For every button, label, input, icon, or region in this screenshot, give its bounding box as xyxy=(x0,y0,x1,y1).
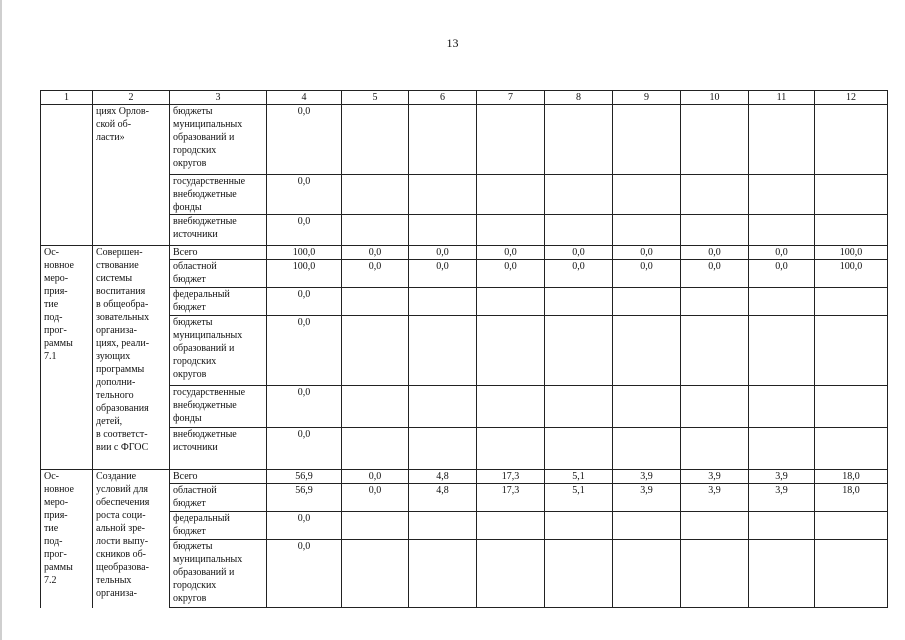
value-cell: 0,0 xyxy=(409,260,477,288)
value-cell xyxy=(545,428,613,470)
value-cell: 0,0 xyxy=(477,260,545,288)
value-cell: 0,0 xyxy=(749,246,815,260)
table-row xyxy=(41,105,888,175)
value-cell xyxy=(613,512,681,540)
value-cell xyxy=(749,540,815,608)
value-cell xyxy=(545,512,613,540)
value-cell: 0,0 xyxy=(342,246,409,260)
value-cell: 0,0 xyxy=(749,260,815,288)
funding-source-cell: Всего xyxy=(170,470,267,484)
measure-name-cell: Совершен- ствование системы воспитания в общеобра- зовательных организа- циях, реали- зующих программы дополни- тельного образования детей, в соответст- вии с ФГОС xyxy=(93,246,170,470)
value-cell xyxy=(815,386,888,428)
table-row xyxy=(41,470,888,484)
value-cell xyxy=(342,288,409,316)
value-cell: 3,9 xyxy=(681,470,749,484)
value-cell xyxy=(815,175,888,215)
value-cell: 0,0 xyxy=(342,260,409,288)
value-cell xyxy=(815,316,888,386)
measure-name-cell: циях Орлов- ской об- ласти» xyxy=(93,105,170,246)
value-cell xyxy=(342,512,409,540)
value-cell xyxy=(815,512,888,540)
value-cell: 0,0 xyxy=(267,316,342,386)
budget-table xyxy=(40,90,888,608)
value-cell: 0,0 xyxy=(342,470,409,484)
table-header-row xyxy=(41,91,888,105)
value-cell xyxy=(342,105,409,175)
value-cell xyxy=(749,512,815,540)
value-cell xyxy=(545,386,613,428)
column-header: 5 xyxy=(342,91,409,105)
status-cell: Ос- новное меро- прия- тие под- прог- раммы 7.2 xyxy=(41,470,93,608)
funding-source-cell: внебюджетные источники xyxy=(170,428,267,470)
funding-source-cell: федеральный бюджет xyxy=(170,288,267,316)
value-cell xyxy=(681,288,749,316)
value-cell xyxy=(613,215,681,246)
value-cell xyxy=(749,316,815,386)
value-cell xyxy=(613,428,681,470)
value-cell: 100,0 xyxy=(815,260,888,288)
value-cell xyxy=(342,386,409,428)
value-cell xyxy=(681,512,749,540)
value-cell xyxy=(545,540,613,608)
status-cell: Ос- новное меро- прия- тие под- прог- раммы 7.1 xyxy=(41,246,93,470)
value-cell xyxy=(545,316,613,386)
value-cell: 17,3 xyxy=(477,484,545,512)
value-cell xyxy=(409,512,477,540)
value-cell xyxy=(409,288,477,316)
value-cell xyxy=(477,512,545,540)
value-cell: 0,0 xyxy=(545,246,613,260)
value-cell: 0,0 xyxy=(267,105,342,175)
funding-source-cell: федеральный бюджет xyxy=(170,512,267,540)
value-cell xyxy=(815,215,888,246)
value-cell xyxy=(681,105,749,175)
value-cell: 0,0 xyxy=(681,260,749,288)
value-cell: 3,9 xyxy=(681,484,749,512)
value-cell: 3,9 xyxy=(613,484,681,512)
value-cell: 0,0 xyxy=(613,260,681,288)
value-cell xyxy=(342,215,409,246)
value-cell xyxy=(613,288,681,316)
value-cell xyxy=(477,540,545,608)
value-cell: 4,8 xyxy=(409,470,477,484)
funding-source-cell: Всего xyxy=(170,246,267,260)
value-cell xyxy=(613,540,681,608)
value-cell: 5,1 xyxy=(545,470,613,484)
funding-source-cell: бюджеты муниципальных образований и городских округов xyxy=(170,105,267,175)
value-cell xyxy=(545,215,613,246)
value-cell: 5,1 xyxy=(545,484,613,512)
value-cell xyxy=(681,540,749,608)
table-row xyxy=(41,246,888,260)
column-header: 6 xyxy=(409,91,477,105)
value-cell xyxy=(613,316,681,386)
value-cell xyxy=(409,428,477,470)
value-cell xyxy=(815,540,888,608)
value-cell xyxy=(477,428,545,470)
funding-source-cell: государственные внебюджетные фонды xyxy=(170,386,267,428)
measure-name-cell: Создание условий для обеспечения роста соци- альной зре- лости выпу- скников об- щеобразова- тельных организа- xyxy=(93,470,170,608)
value-cell xyxy=(815,288,888,316)
value-cell xyxy=(749,105,815,175)
value-cell xyxy=(749,215,815,246)
value-cell xyxy=(815,428,888,470)
column-header: 8 xyxy=(545,91,613,105)
value-cell xyxy=(477,386,545,428)
value-cell xyxy=(681,316,749,386)
value-cell xyxy=(409,540,477,608)
column-header: 12 xyxy=(815,91,888,105)
value-cell xyxy=(681,175,749,215)
value-cell xyxy=(477,175,545,215)
status-cell xyxy=(41,105,93,246)
column-header: 10 xyxy=(681,91,749,105)
value-cell xyxy=(477,316,545,386)
value-cell: 0,0 xyxy=(267,215,342,246)
value-cell xyxy=(749,175,815,215)
value-cell xyxy=(477,288,545,316)
funding-source-cell: внебюджетные источники xyxy=(170,215,267,246)
budget-table-body xyxy=(41,91,888,608)
funding-source-cell: бюджеты муниципальных образований и городских округов xyxy=(170,316,267,386)
value-cell xyxy=(342,316,409,386)
value-cell xyxy=(681,428,749,470)
page-number: 13 xyxy=(446,36,459,50)
value-cell xyxy=(409,175,477,215)
value-cell xyxy=(613,105,681,175)
value-cell xyxy=(477,105,545,175)
funding-source-cell: бюджеты муниципальных образований и городских округов xyxy=(170,540,267,608)
value-cell: 0,0 xyxy=(681,246,749,260)
value-cell: 0,0 xyxy=(267,288,342,316)
page-left-edge xyxy=(0,0,2,640)
value-cell: 18,0 xyxy=(815,470,888,484)
column-header: 1 xyxy=(41,91,93,105)
value-cell: 3,9 xyxy=(749,470,815,484)
value-cell: 100,0 xyxy=(267,246,342,260)
funding-source-cell: государственные внебюджетные фонды xyxy=(170,175,267,215)
value-cell xyxy=(342,175,409,215)
funding-source-cell: областной бюджет xyxy=(170,484,267,512)
value-cell: 0,0 xyxy=(267,386,342,428)
value-cell xyxy=(409,105,477,175)
value-cell: 0,0 xyxy=(267,512,342,540)
column-header: 3 xyxy=(170,91,267,105)
value-cell: 56,9 xyxy=(267,470,342,484)
value-cell xyxy=(681,386,749,428)
column-header: 7 xyxy=(477,91,545,105)
column-header: 9 xyxy=(613,91,681,105)
value-cell xyxy=(342,540,409,608)
value-cell: 0,0 xyxy=(267,175,342,215)
value-cell xyxy=(681,215,749,246)
value-cell: 0,0 xyxy=(267,540,342,608)
value-cell: 0,0 xyxy=(409,246,477,260)
funding-source-cell: областной бюджет xyxy=(170,260,267,288)
value-cell xyxy=(545,175,613,215)
value-cell xyxy=(815,105,888,175)
value-cell xyxy=(545,288,613,316)
value-cell: 0,0 xyxy=(613,246,681,260)
value-cell xyxy=(749,386,815,428)
value-cell xyxy=(613,175,681,215)
column-header: 11 xyxy=(749,91,815,105)
value-cell xyxy=(342,428,409,470)
value-cell xyxy=(749,428,815,470)
value-cell xyxy=(545,105,613,175)
value-cell: 4,8 xyxy=(409,484,477,512)
value-cell: 3,9 xyxy=(613,470,681,484)
value-cell: 18,0 xyxy=(815,484,888,512)
value-cell: 0,0 xyxy=(477,246,545,260)
value-cell: 0,0 xyxy=(267,428,342,470)
value-cell xyxy=(477,215,545,246)
value-cell: 0,0 xyxy=(342,484,409,512)
value-cell: 56,9 xyxy=(267,484,342,512)
value-cell: 100,0 xyxy=(815,246,888,260)
value-cell xyxy=(613,386,681,428)
value-cell: 0,0 xyxy=(545,260,613,288)
value-cell xyxy=(409,386,477,428)
value-cell: 17,3 xyxy=(477,470,545,484)
value-cell xyxy=(749,288,815,316)
value-cell: 100,0 xyxy=(267,260,342,288)
value-cell: 3,9 xyxy=(749,484,815,512)
value-cell xyxy=(409,215,477,246)
column-header: 4 xyxy=(267,91,342,105)
value-cell xyxy=(409,316,477,386)
column-header: 2 xyxy=(93,91,170,105)
